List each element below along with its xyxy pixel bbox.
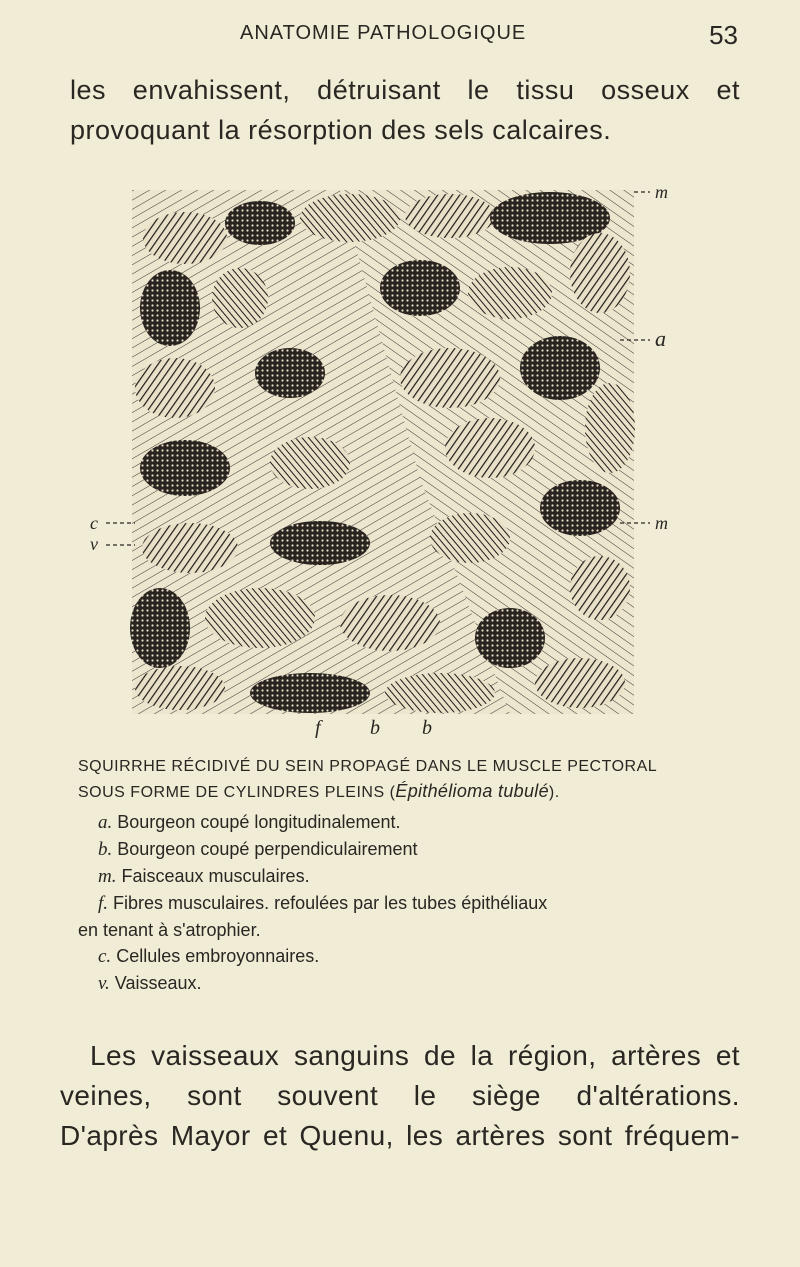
intro-line: les envahissent, détruisant le tissu osseux et bbox=[70, 75, 740, 105]
label-c: c bbox=[90, 513, 98, 533]
label-b-1: b bbox=[370, 717, 380, 738]
caption-title-line bbox=[78, 779, 738, 805]
legend-text: Bourgeon coupé perpendiculairement bbox=[117, 839, 418, 859]
caption-legend bbox=[78, 809, 738, 997]
engraving-illustration bbox=[90, 178, 710, 738]
label-b-2: b bbox=[422, 717, 432, 738]
body-line: veines, sont souvent le siège d'altérations. bbox=[60, 1080, 740, 1111]
label-f: f bbox=[315, 717, 321, 738]
legend-key: v. bbox=[98, 973, 110, 994]
histology-figure bbox=[90, 178, 710, 738]
caption-title-prefix: SOUS FORME DE CYLINDRES PLEINS ( bbox=[78, 784, 396, 801]
legend-key: c. bbox=[98, 946, 112, 967]
body-paragraph bbox=[60, 1036, 740, 1156]
legend-text: Fibres musculaires. refoulées par les tubes épithéliaux bbox=[113, 893, 548, 913]
label-m-right: m bbox=[655, 513, 668, 533]
figure-caption bbox=[78, 754, 738, 997]
legend-text: Vaisseaux. bbox=[114, 973, 202, 993]
label-a: a bbox=[655, 326, 666, 351]
page-number: 53 bbox=[709, 20, 738, 50]
legend-key: f. bbox=[98, 893, 109, 914]
caption-title-italic: Épithélioma tubulé bbox=[395, 781, 549, 801]
legend-item bbox=[78, 809, 738, 836]
running-header bbox=[0, 20, 800, 50]
legend-item bbox=[78, 970, 738, 997]
legend-item bbox=[78, 943, 738, 970]
legend-key: m. bbox=[98, 866, 117, 887]
legend-key: b. bbox=[98, 839, 113, 860]
legend-text: Faisceaux musculaires. bbox=[121, 866, 310, 886]
legend-item-continuation bbox=[78, 917, 738, 943]
legend-text: Cellules embroyonnaires. bbox=[116, 946, 320, 966]
caption-title-line: SQUIRRHE RÉCIDIVÉ DU SEIN PROPAGÉ DANS LE MUSCLE PECTORAL bbox=[78, 758, 658, 775]
body-line: Les vaisseaux sanguins de la région, artères et bbox=[90, 1040, 740, 1071]
legend-item bbox=[78, 836, 738, 863]
legend-item bbox=[78, 890, 738, 917]
legend-item bbox=[78, 863, 738, 890]
label-v: v bbox=[90, 534, 98, 554]
body-line: D'après Mayor et Quenu, les artères sont fréquem- bbox=[60, 1120, 740, 1151]
legend-text: Bourgeon coupé longitudinalement. bbox=[117, 812, 401, 832]
intro-line: provoquant la résorption des sels calcaires. bbox=[70, 115, 612, 145]
legend-text: en tenant à s'atrophier. bbox=[78, 920, 261, 940]
label-m-top: m bbox=[655, 182, 668, 202]
running-title: ANATOMIE PATHOLOGIQUE bbox=[240, 22, 527, 44]
legend-key: a. bbox=[98, 812, 113, 833]
intro-paragraph bbox=[70, 70, 740, 150]
caption-title-suffix: ). bbox=[548, 784, 560, 801]
